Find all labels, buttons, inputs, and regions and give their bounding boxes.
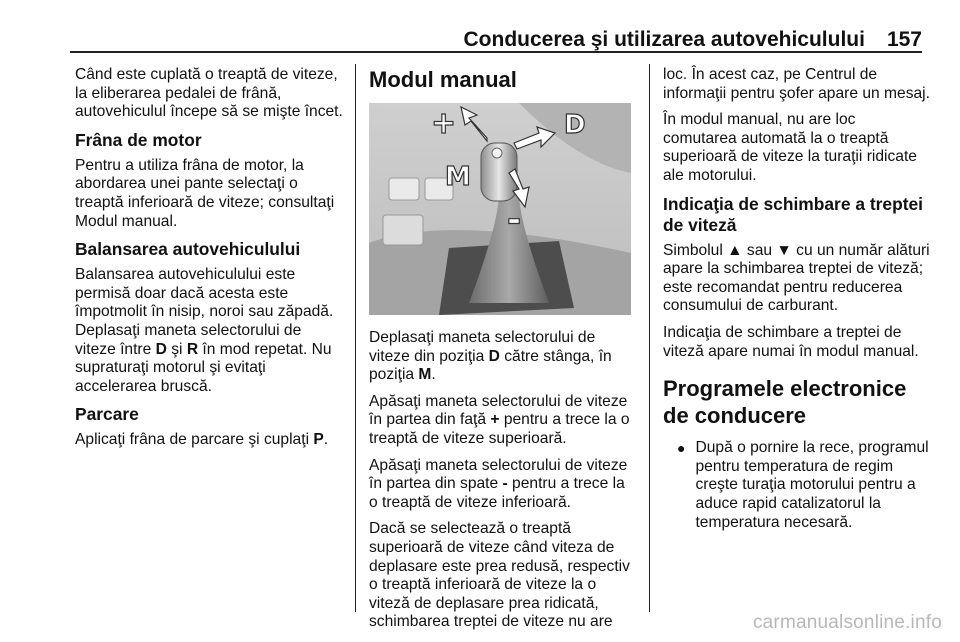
page-header: [70, 22, 922, 52]
engine-brake-heading: Frâna de motor: [75, 129, 202, 150]
d-label: D: [564, 110, 586, 140]
parking-heading: Parcare: [75, 404, 139, 425]
plus-label: +: [431, 106, 457, 141]
column-right: [663, 66, 931, 532]
list-item-text: După o pornire la rece, programul pentru temperatura de regim creşte turaţia motorului pentru a aduce rapid catalizatorul la temperatura necesară.: [695, 439, 929, 531]
driving-programs-heading: Programele electronice de conducere: [663, 376, 907, 429]
list-item: [677, 439, 931, 532]
manual-p3: Apăsaţi maneta selectorului de viteze în partea din spate - pentru a trece la o treaptă de viteze inferioară.: [369, 456, 628, 511]
column-middle: [369, 66, 635, 640]
header-rule: [70, 51, 922, 53]
shift-indicator-manual-paragraph: Indicaţia de schimbare a treptei de viteză apare numai în modul manual.: [663, 323, 919, 360]
manual-mode-heading: Modul manual: [369, 67, 517, 92]
down-arrow-icon: ▼: [776, 241, 792, 259]
m-label: M: [445, 162, 471, 192]
minus-label: -: [507, 200, 522, 240]
intro-paragraph: Când este cuplată o treaptă de viteze, la eliberarea pedalei de frână, autovehiculul începe să se mişte încet.: [75, 66, 343, 121]
manual-p2: Apăsaţi maneta selectorului de viteze în partea din faţă + pentru a trece la o treaptă de viteze superioară.: [369, 392, 630, 447]
continuation-paragraph: loc. În acest caz, pe Centrul de informaţii pentru şofer apare un mesaj.: [663, 66, 930, 102]
manual-p1: Deplasaţi maneta selectorului de viteze din poziţia D către stânga, în poziţia M.: [369, 329, 612, 384]
up-arrow-icon: ▲: [727, 241, 743, 259]
shift-indicator-paragraph: Simbolul ▲ sau ▼ cu un număr alături apare la schimbarea treptei de viteză; este recomandat pentru reducerea consumului de carburant.: [663, 241, 930, 315]
engine-brake-paragraph: Pentru a utiliza frâna de motor, la abordarea unei pante selectaţi o treaptă inferioară de viteze; consultaţi Modul manual.: [75, 156, 335, 230]
gear-selector-figure: [369, 103, 631, 315]
column-divider: [649, 64, 650, 612]
shift-indicator-heading: Indicaţia de schimbare a treptei de viteză: [663, 193, 923, 235]
manual-p4: Dacă se selectează o treaptă superioară de viteze când viteza de deplasare este prea redusă, respectiv o treaptă inferioară de viteze la o viteză de deplasare prea ridicată, schimbarea treptei de viteze nu are: [369, 520, 630, 631]
rocking-paragraph: Balansarea autovehiculului este permisă doar dacă acesta este împotmolit în nisip, noroi sau zăpadă. Deplasaţi maneta selectorului de viteze între D şi R în mod repetat. Nu supraturaţi motorul şi evitaţi accelerarea bruscă.: [75, 266, 334, 395]
column-divider: [355, 64, 356, 612]
no-auto-upshift-paragraph: În modul manual, nu are loc comutarea automată la o treaptă superioară de viteze la turaţii ridicate ale motorului.: [663, 111, 917, 184]
column-left: [75, 66, 345, 458]
parking-paragraph: Aplicaţi frâna de parcare şi cuplaţi P.: [75, 431, 329, 449]
rocking-heading: Balansarea autovehiculului: [75, 239, 301, 260]
page-title: Conducerea şi utilizarea autovehiculului: [463, 28, 865, 51]
watermark: carmanualsonline.info: [752, 612, 942, 633]
bullet-icon: ●: [677, 440, 686, 457]
page-number: 157: [886, 28, 922, 51]
gear-selector-illustration: [369, 103, 631, 315]
